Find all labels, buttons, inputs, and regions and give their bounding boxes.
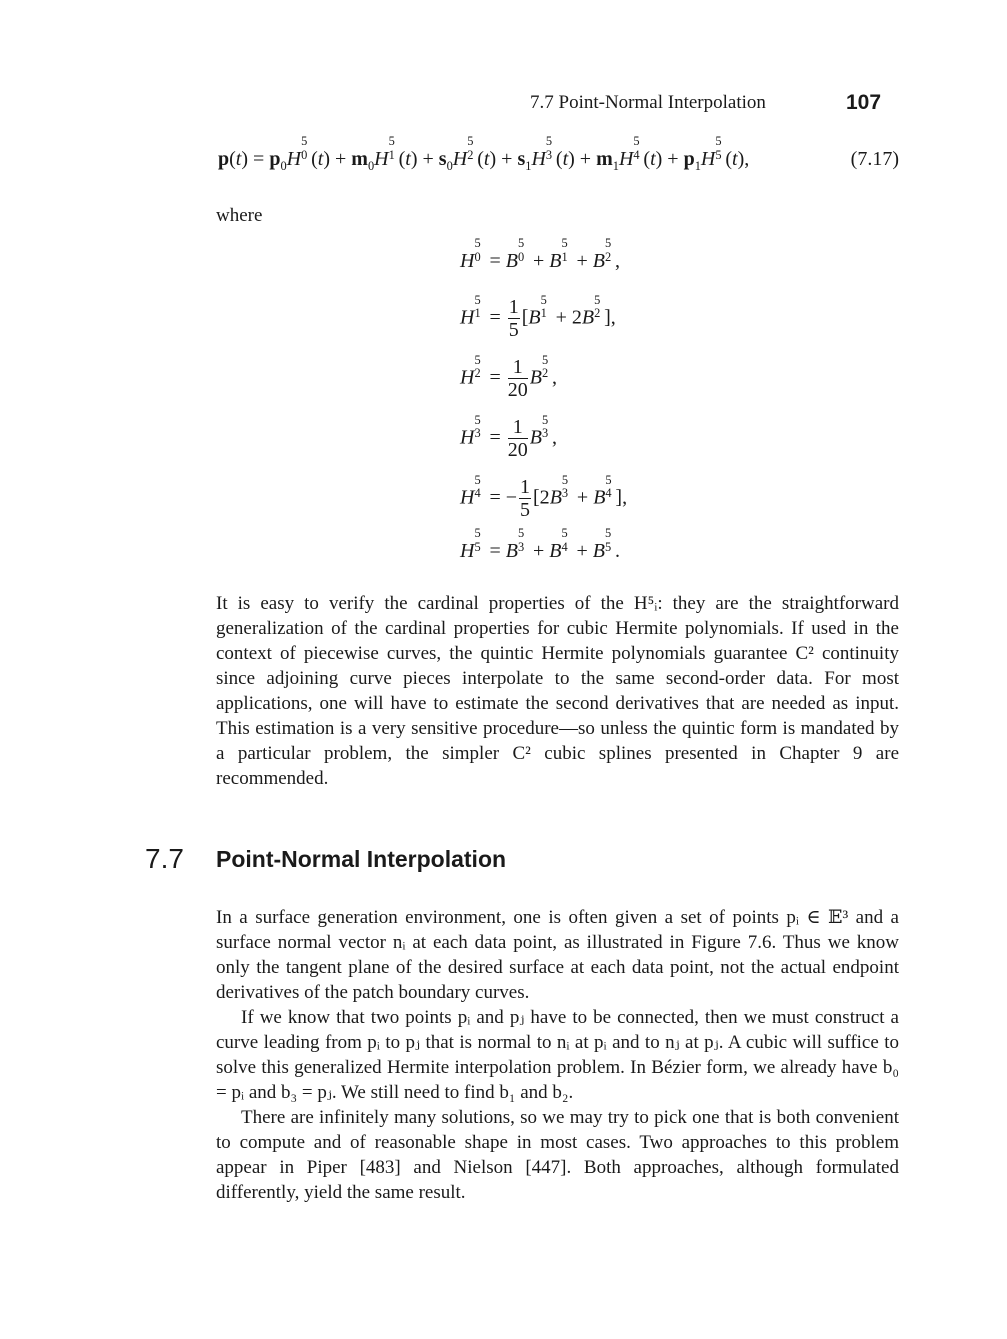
- paragraph-cardinal-properties: It is easy to verify the cardinal properties of the H⁵ᵢ: they are the straightforward generalization of the cardinal properties for cubic Hermite polynomials. If used in the context of piecewise curves, the quintic Hermite polynomials guarantee C² continuity since adjoining curve pieces interpolate to the same second-order data. For most applications, one will have to estimate the second derivatives that are needed as input. This estimation is a very sensitive procedure—so unless the quintic form is mandated by a particular problem, the simpler C² cubic splines presented in Chapter 9 are recommended.: [216, 593, 899, 789]
- equation-h1: H 5 1 = $\frac{1}{5}$ [B 5 1 + 2B 5 2 ],: [460, 292, 616, 341]
- page-number: 107: [846, 91, 882, 114]
- equation-h0: H 5 0 = B 5 0 + B 5 1 + B 5 2 ,: [460, 236, 620, 272]
- paragraph-construction: If we know that two points pᵢ and pⱼ have to be connected, then we must construct a curve leading from pᵢ to pⱼ that is normal to nᵢ at pᵢ and to nⱼ at pⱼ. A cubic will suffice to solve this generalized Hermite interpolation problem. In Bézier form, we already have b₀ = pᵢ and b₃ = pⱼ. We still need to find b₁ and b₂.: [216, 1007, 899, 1103]
- section-number: 7.7: [145, 843, 184, 874]
- equation-7-17: $p(t) = p_0H$ 5 0 $(t) + m_0H$ 5 1 $(t) + s_0H$ 5 2 $(t) + s_1H$ 5 3 $(t) + m_1H$ 5 4 $(t) + p_1H$ 5 5 (t), (7.17): [218, 134, 899, 173]
- equation-h2: H 5 2 = $\frac{1}{20}$ B 5 2 ,: [460, 352, 557, 401]
- paragraph-intro: In a surface generation environment, one is often given a set of points pᵢ ∈ 𝔼³ and a surface normal vector nᵢ at each data point, as illustrated in Figure 7.6. Thus we know only the tangent plane of the desired surface at each data point, not the actual endpoint derivatives of the patch boundary curves.: [216, 907, 899, 1003]
- equation-h3: H 5 3 = $\frac{1}{20}$ B 5 3 ,: [460, 412, 557, 461]
- paragraph-solutions: There are infinitely many solutions, so we may try to pick one that is both convenient to compute and of reasonable shape in most cases. Two approaches to this problem appear in Piper [483] and Nielson [447]. Both approaches, although formulated differently, yield the same result.: [216, 1107, 899, 1203]
- equation-h5: H 5 5 = B 5 3 + B 5 4 + B 5 5 .: [460, 526, 620, 562]
- equation-label: (7.17): [850, 148, 899, 170]
- running-header-title: 7.7 Point-Normal Interpolation: [530, 92, 766, 113]
- section-body: [216, 905, 899, 1205]
- section-title: Point-Normal Interpolation: [216, 846, 507, 872]
- where-label: where: [216, 205, 263, 226]
- equation-h4: H 5 4 = − $\frac{1}{5}$ [2B 5 3 + B 5 4 ],: [460, 472, 628, 521]
